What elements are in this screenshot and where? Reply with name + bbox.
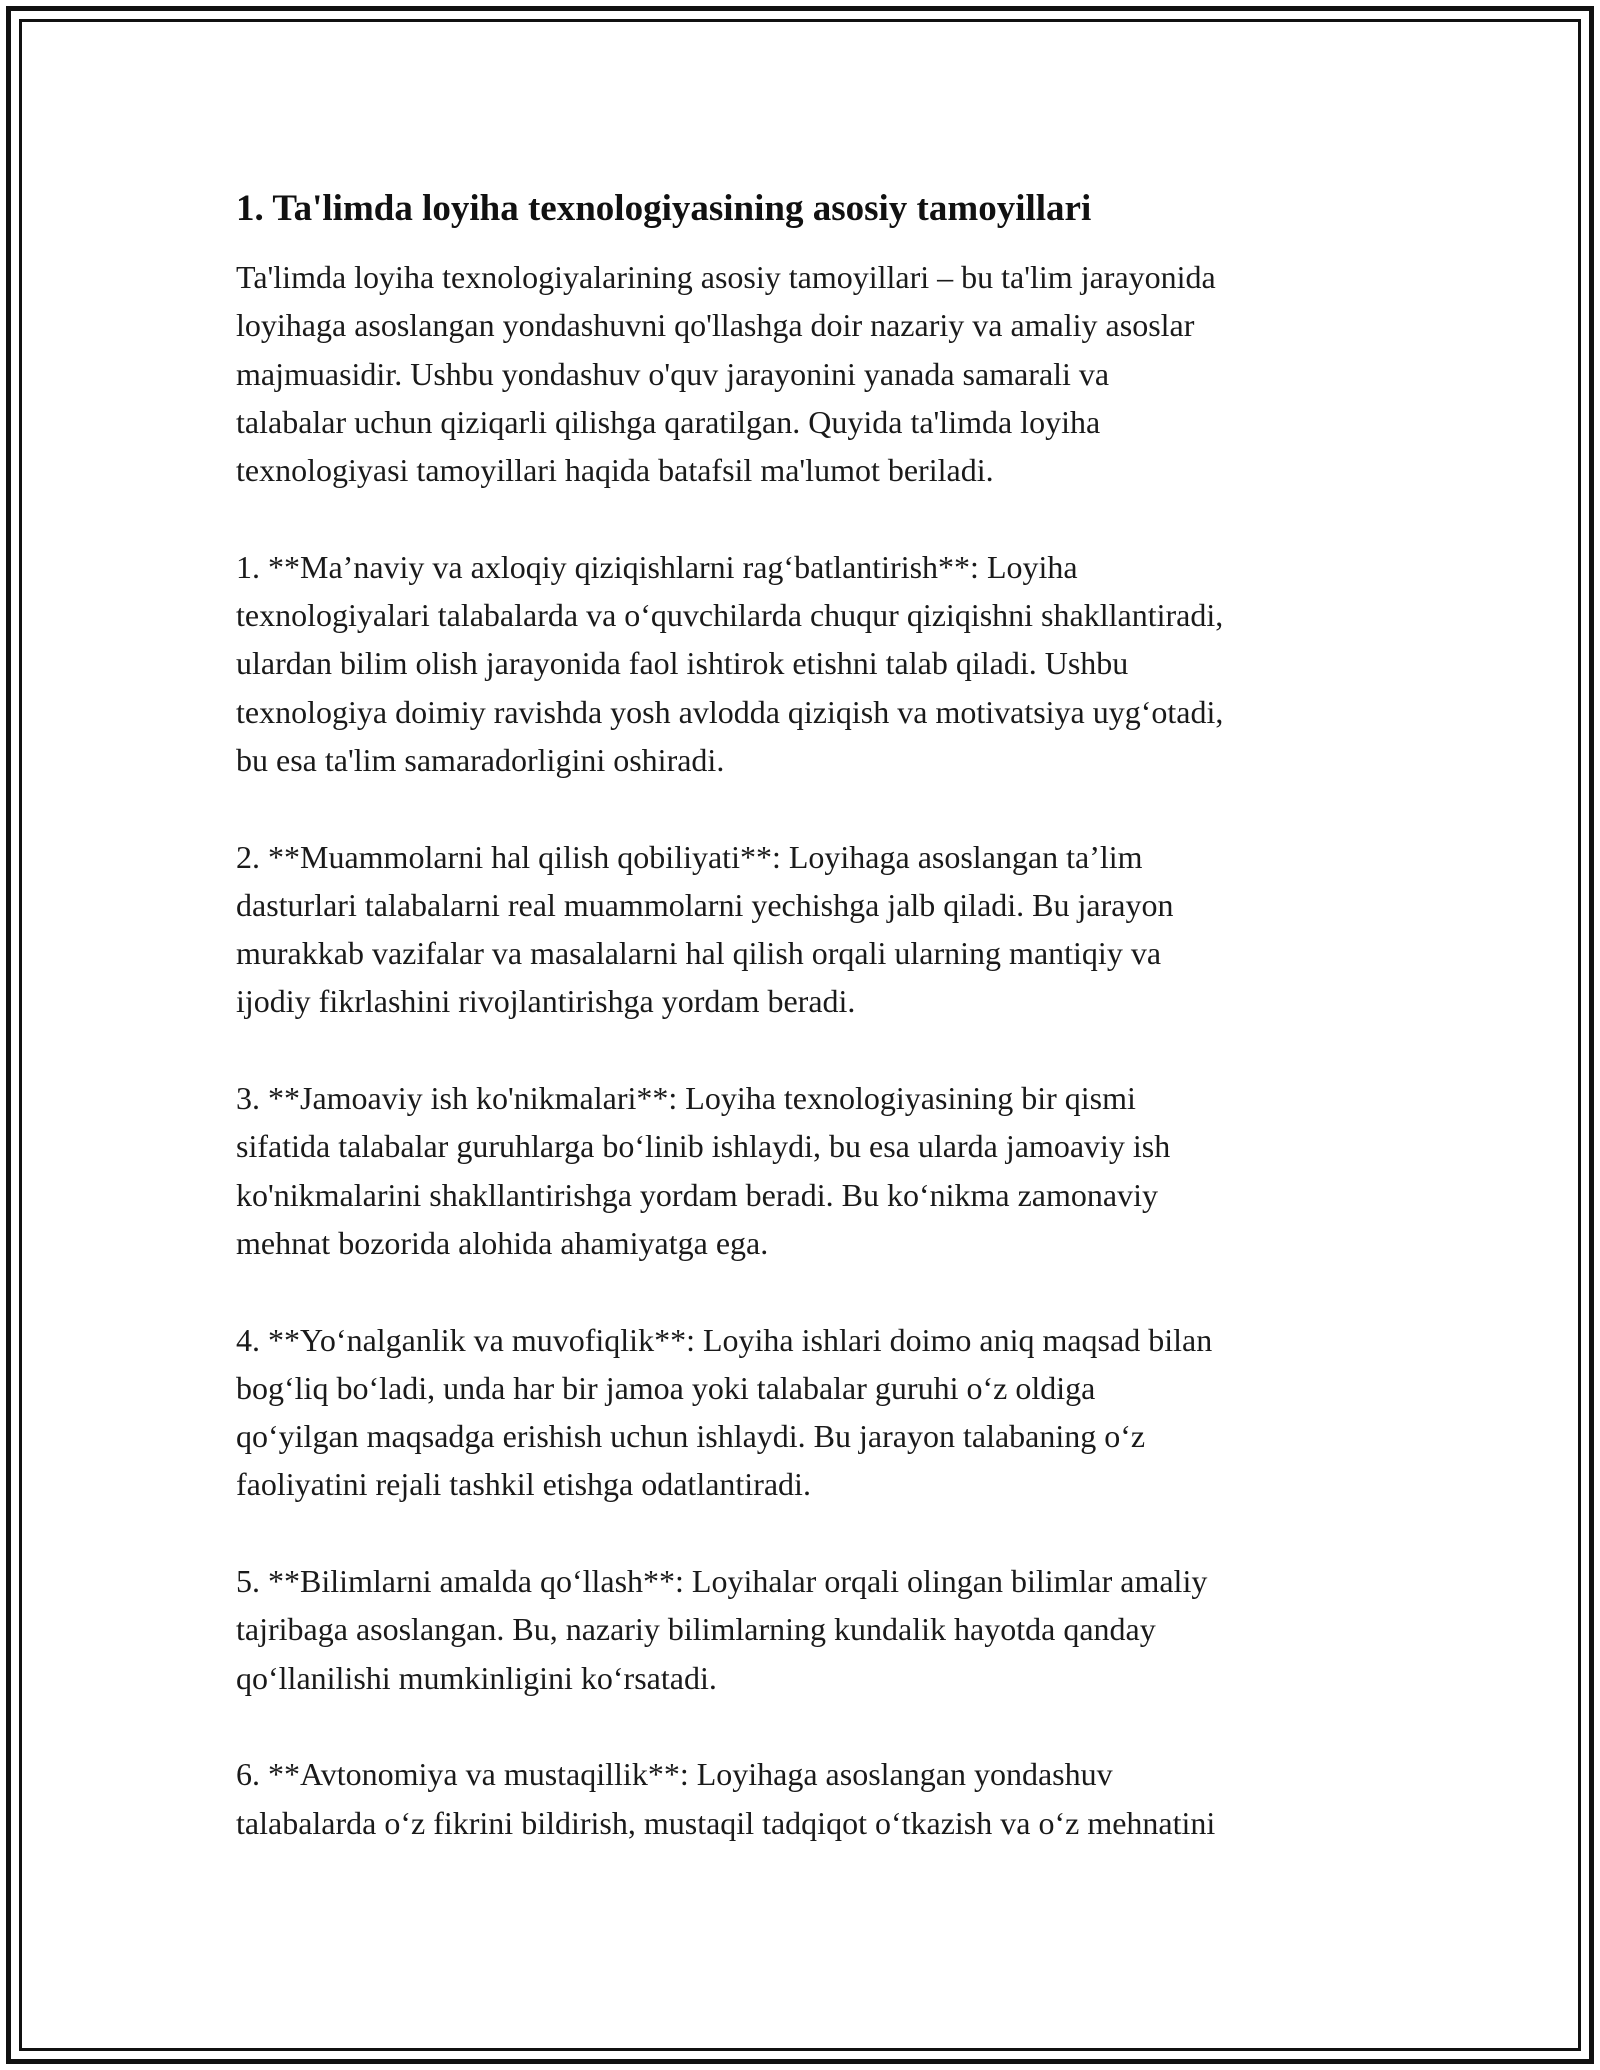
text-line: majmuasidir. Ushbu yondashuv o'quv jarayonini yanada samarali va — [236, 355, 1110, 392]
text-line: bu esa ta'lim samaradorligini oshiradi. — [236, 741, 725, 778]
text-line: Ta'limda loyiha texnologiyalarining asosiy tamoyillari – bu ta'lim jarayonida — [236, 259, 1216, 295]
text-line: texnologiyasi tamoyillari haqida batafsil ma'lumot beriladi. — [236, 452, 994, 489]
text-line: ko'nikmalarini shakllantirishga yordam beradi. Bu ko‘nikma zamonaviy — [236, 1176, 1158, 1213]
text-line: 1. **Ma’naviy va axloqiy qiziqishlarni rag‘batlantirish**: Loyiha — [236, 548, 1078, 585]
text-line: bog‘liq bo‘ladi, unda har bir jamoa yoki talabalar guruhi o‘z oldiga — [236, 1369, 1096, 1406]
text-line: loyihaga asoslangan yondashuvni qo'llashga doir nazariy va amaliy asoslar — [236, 307, 1195, 344]
text-line: dasturlari talabalarni real muammolarni yechishga jalb qiladi. Bu jarayon — [236, 886, 1174, 923]
text-line: texnologiya doimiy ravishda yosh avlodda qiziqish va motivatsiya uyg‘otadi, — [236, 693, 1224, 730]
text-line: ulardan bilim olish jarayonida faol ishtirok etishni talab qiladi. Ushbu — [236, 645, 1129, 682]
text-line: talabalarda o‘z fikrini bildirish, mustaqil tadqiqot o‘tkazish va o‘z mehnatini — [236, 1804, 1216, 1841]
text-line: murakkab vazifalar va masalalarni hal qilish orqali ularning mantiqiy va — [236, 935, 1162, 972]
section-heading: 1. Ta'limda loyiha texnologiyasining asosiy tamoyillari — [236, 188, 1092, 229]
text-line: ijodiy fikrlashini rivojlantirishga yordam beradi. — [236, 983, 856, 1020]
text-line: qo‘yilgan maqsadga erishish uchun ishlaydi. Bu jarayon talabaning o‘z — [236, 1418, 1146, 1455]
text-line: 4. **Yo‘nalganlik va muvofiqlik**: Loyiha ishlari doimo aniq maqsad bilan — [236, 1321, 1213, 1358]
text-line: 5. **Bilimlarni amalda qo‘llash**: Loyihalar orqali olingan bilimlar amaliy — [236, 1563, 1208, 1600]
text-line: 2. **Muammolarni hal qilish qobiliyati**: Loyihaga asoslangan ta’lim — [236, 838, 1143, 875]
text-line: 3. **Jamoaviy ish ko'nikmalari**: Loyiha texnologiyasining bir qismi — [236, 1080, 1136, 1117]
principle-paragraph-1 — [236, 543, 1386, 784]
principle-paragraph-6 — [236, 1750, 1386, 1847]
principle-paragraph-4 — [236, 1316, 1386, 1509]
text-line: 6. **Avtonomiya va mustaqillik**: Loyihaga asoslangan yondashuv — [236, 1756, 1113, 1793]
text-line: sifatida talabalar guruhlarga bo‘linib ishlaydi, bu esa ularda jamoaviy ish — [236, 1128, 1171, 1165]
text-line: faoliyatini rejali tashkil etishga odatlantiradi. — [236, 1466, 811, 1503]
principle-paragraph-3 — [236, 1074, 1386, 1267]
text-line: texnologiyalari talabalarda va o‘quvchilarda chuqur qiziqishni shakllantiradi, — [236, 597, 1224, 634]
document-body — [236, 185, 1386, 1895]
intro-paragraph — [236, 253, 1386, 494]
text-line: qo‘llanilishi mumkinligini ko‘rsatadi. — [236, 1659, 717, 1696]
principle-paragraph-5 — [236, 1557, 1386, 1702]
text-line: talabalar uchun qiziqarli qilishga qaratilgan. Quyida ta'limda loyiha — [236, 403, 1101, 440]
text-line: mehnat bozorida alohida ahamiyatga ega. — [236, 1224, 769, 1261]
principle-paragraph-2 — [236, 833, 1386, 1026]
text-line: tajribaga asoslangan. Bu, nazariy bilimlarning kundalik hayotda qanday — [236, 1611, 1156, 1648]
